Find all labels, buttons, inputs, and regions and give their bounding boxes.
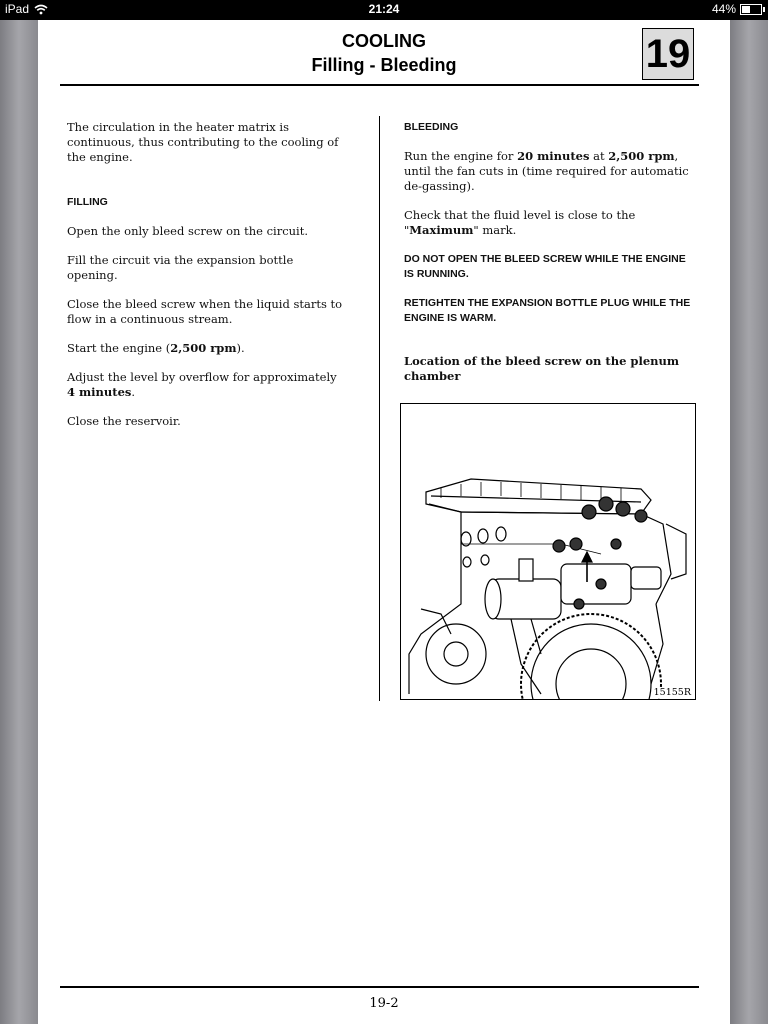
text-run-bold: 4 minutes xyxy=(67,385,132,399)
text-run-bold: 2,500 rpm xyxy=(608,149,675,163)
battery-percent: 44% xyxy=(711,2,736,16)
warning-text: RETIGHTEN THE EXPANSION BOTTLE PLUG WHILE THE ENGINE IS WARM. xyxy=(404,297,691,324)
filling-step xyxy=(67,341,347,356)
filling-step: Open the only bleed screw on the circuit. xyxy=(67,224,309,238)
filling-step xyxy=(67,370,347,400)
warning-text: DO NOT OPEN THE BLEED SCREW WHILE THE ENGINE IS RUNNING. xyxy=(404,253,686,280)
chapter-number: 19 xyxy=(642,28,694,80)
device-label: iPad xyxy=(5,2,30,16)
footer-rule xyxy=(60,986,699,988)
text-run-bold: Maximum xyxy=(409,223,474,237)
text-run: " mark. xyxy=(473,223,517,237)
figure-reference: 15155R xyxy=(653,687,691,698)
page-number: 19-2 xyxy=(369,996,399,1011)
left-column xyxy=(67,120,347,429)
filling-step: Close the reservoir. xyxy=(67,414,181,428)
bleeding-heading: BLEEDING xyxy=(404,121,459,133)
filling-step: Fill the circuit via the expansion bottle opening. xyxy=(67,253,294,282)
battery-icon xyxy=(740,4,762,15)
document-page[interactable] xyxy=(38,20,730,1024)
figure-caption: Location of the bleed screw on the plenum chamber xyxy=(404,354,680,383)
filling-heading: FILLING xyxy=(67,196,108,208)
left-margin xyxy=(0,20,38,1024)
header-rule xyxy=(60,84,699,86)
text-run: Adjust the level by overflow for approximately xyxy=(67,370,337,384)
column-separator xyxy=(379,116,380,701)
text-run: . xyxy=(131,385,136,399)
section-subtitle: Filling - Bleeding xyxy=(311,55,457,75)
right-margin xyxy=(730,20,768,1024)
bleeding-step xyxy=(404,149,694,194)
text-run-bold: 2,500 rpm xyxy=(170,341,237,355)
right-column xyxy=(404,120,694,384)
page-header xyxy=(38,30,730,78)
bleeding-step xyxy=(404,208,694,238)
text-run: Run the engine for xyxy=(404,149,518,163)
intro-paragraph: The circulation in the heater matrix is continuous, thus contributing to the cooling of the engine. xyxy=(67,120,339,164)
text-run-bold: 20 minutes xyxy=(517,149,590,163)
clock: 21:24 xyxy=(368,2,400,16)
text-run: , until the fan cuts in (time required for automatic de-gassing). xyxy=(404,149,689,193)
filling-step: Close the bleed screw when the liquid starts to flow in a continuous stream. xyxy=(67,297,343,326)
engine-figure xyxy=(400,403,696,700)
section-title: COOLING xyxy=(342,31,426,51)
text-run: Check that the fluid level is close to the " xyxy=(404,208,636,237)
engine-illustration xyxy=(401,404,696,700)
text-run: Start the engine ( xyxy=(67,341,171,355)
text-run: at xyxy=(589,149,609,163)
text-run: ). xyxy=(236,341,245,355)
status-bar xyxy=(0,0,768,20)
